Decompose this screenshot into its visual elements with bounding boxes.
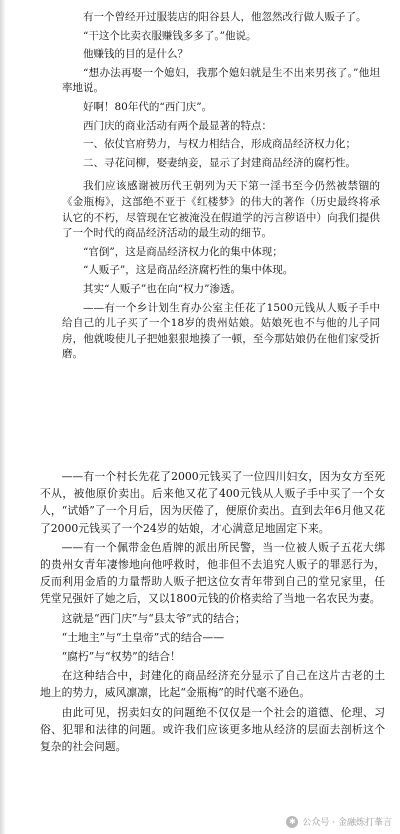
paragraph: 他赚钱的目的是什么？ xyxy=(83,48,188,61)
paragraph: “人贩子”，这是商品经济腐朽性的集中体现。 xyxy=(83,264,294,277)
paragraph: 在这种结合中，封建化的商品经济充分显示了自己在这片古老的土地上的势力，威风凛凛，比起“金瓶梅”的时代毫不逊色。 xyxy=(40,669,385,700)
watermark xyxy=(286,815,392,828)
paragraph: 一、依仗官府势力，与权力相结合，形成商品经济权力化； xyxy=(83,138,356,151)
paragraph: “土地主”与“土皇帝”式的结合—— xyxy=(61,630,225,644)
paragraph: 由此可见，拐卖妇女的问题绝不仅仅是一个社会的道德、伦理、习俗、犯罪和法律的问题。或许我们应该更多地从经济的层面去剖析这个复杂的社会问题。 xyxy=(40,705,385,754)
paragraph: 我们应该感谢被历代王朝列为天下第一淫书至今仍然被禁锢的《金瓶梅》，这部绝不亚于《红楼梦》的伟大的著作（历史最终将承认它的不朽，尽管现在它被淹没在假道学的污言秽语中）向我们提供了一个时代的商品经济活动的最生动的细节。 xyxy=(62,180,380,240)
scan-shadow xyxy=(0,0,6,834)
watermark-text: 公众号 · 金融炼打莑言 xyxy=(302,818,392,828)
paragraph: 其实“人贩子”也在向“权力”渗透。 xyxy=(83,282,241,295)
paragraph: 好啊！80年代的“西门庆”。 xyxy=(83,100,213,113)
text-section-upper xyxy=(62,10,380,363)
paragraph: “腐朽”与“权势”的结合！ xyxy=(61,650,181,664)
paragraph: ——有一个村长先花了2000元钱买了一位四川妇女，因为女方至死不从，被他原价卖出。后来他又花了400元钱从人贩子手中买了一个女人，“试婚”了一个月后，因为厌倦了，便原价卖出。直到去年6月他又花了2000元钱买了一个24岁的姑娘，才心满意足地固定下来。 xyxy=(40,470,385,535)
paragraph: 二、寻花问柳，娶妻纳妾，显示了封建商品经济的腐朽性。 xyxy=(83,156,356,169)
paragraph: “想办法再娶一个媳妇，我那个媳妇就是生不出来男孩了。”他坦率地说。 xyxy=(62,66,380,95)
paragraph: ——有一个佩带金色盾牌的派出所民警，当一位被人贩子五花大绑的贵州女青年凄惨地向他呼救时，他非但不去追究人贩子的罪恶行为，反而利用金盾的力量帮助人贩子把这位女青年带到自己的堂兄家里，任凭堂兄强奸了她之后，又以1800元钱的价格卖给了当地一名农民为妻。 xyxy=(40,540,385,606)
paragraph: “干这个比卖衣服赚钱多多了。”他说。 xyxy=(83,29,257,42)
paragraph: 有一个曾经开过服装店的阳谷县人，他忽然改行做人贩子了。 xyxy=(83,11,367,23)
paragraph: ——有一个乡计划生育办公室主任花了1500元钱从人贩子手中给自己的儿子买了一个18岁的贵州姑娘。姑娘死也不与他的儿子同房，他就唆使儿子把她狠狠地揍了一顿，至今那姑娘仍在他们家受折磨。 xyxy=(62,301,380,361)
wechat-icon: ✱ xyxy=(286,816,298,828)
paragraph: “官倒”，这是商品经济权力化的集中体现； xyxy=(83,245,283,258)
text-section-lower xyxy=(40,468,385,755)
paragraph: 西门庆的商业活动有两个最显著的特点： xyxy=(83,119,272,132)
paragraph: 这就是“西门庆”与“县太爷”式的结合； xyxy=(61,611,246,625)
